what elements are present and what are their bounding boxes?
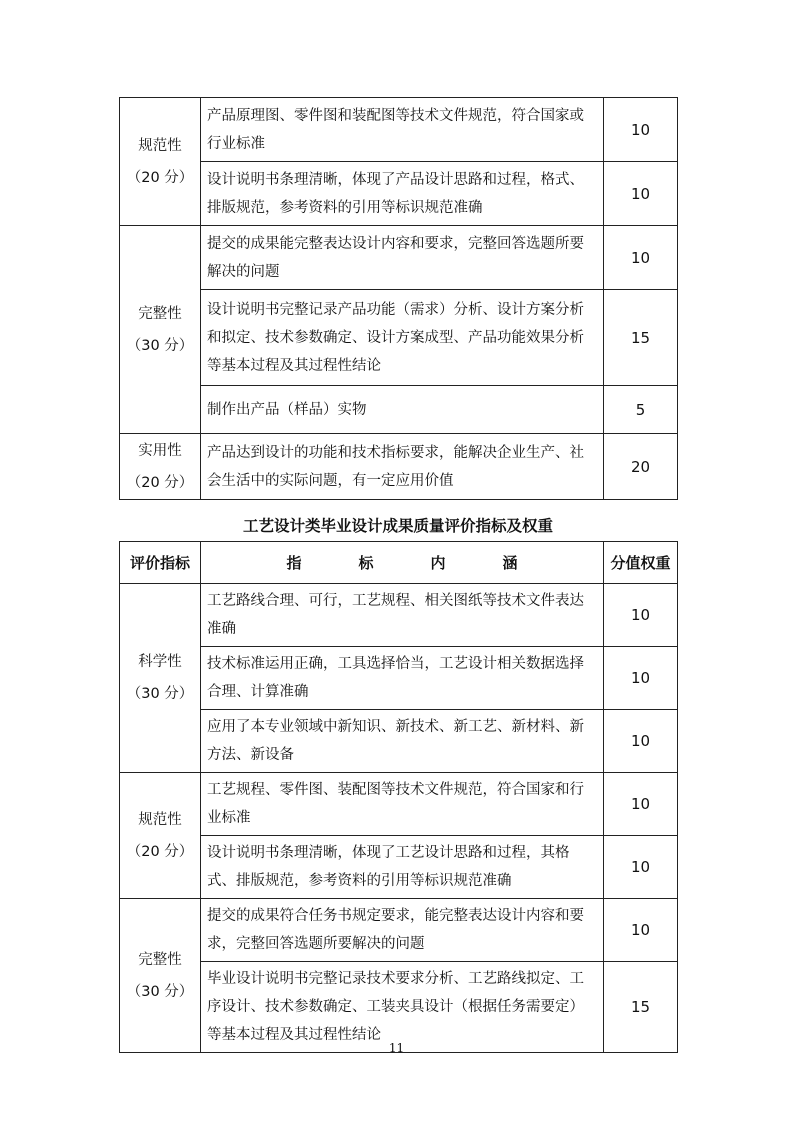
score-value: 5: [604, 386, 678, 434]
header-score-weight: 分值权重: [604, 542, 678, 584]
indicator-content: 提交的成果符合任务书规定要求，能完整表达设计内容和要求，完整回答选题所要解决的问题: [201, 899, 604, 962]
header-char: 涵: [502, 554, 518, 572]
evaluation-table-continued: [119, 97, 678, 500]
criterion-weight: （20 分）: [126, 474, 194, 491]
table-row: [120, 434, 678, 500]
indicator-content: 制作出产品（样品）实物: [201, 386, 604, 434]
table-row: [120, 290, 678, 386]
criterion-weight: （30 分）: [126, 686, 194, 702]
section-title: 工艺设计类毕业设计成果质量评价指标及权重: [242, 517, 553, 535]
indicator-content: 设计说明书完整记录产品功能（需求）分析、设计方案分析和拟定、技术参数确定、设计方案成型、产品功能效果分析等基本过程及其过程性结论: [201, 290, 604, 386]
indicator-content: 设计说明书条理清晰，体现了工艺设计思路和过程，其格式、排版规范，参考资料的引用等标识规范准确: [201, 836, 604, 899]
table-row: [120, 162, 678, 226]
criterion-weight: （30 分）: [126, 983, 194, 1000]
header-criterion: 评价指标: [120, 542, 201, 584]
criterion-weight: （20 分）: [126, 169, 194, 186]
criterion-cell: [120, 226, 201, 434]
table-row: [120, 836, 678, 899]
table-row: [120, 710, 678, 773]
criterion-weight: （20 分）: [126, 843, 194, 860]
criterion-name: 完整性: [138, 951, 182, 968]
indicator-content: 技术标准运用正确，工具选择恰当，工艺设计相关数据选择合理、计算准确: [201, 647, 604, 710]
process-design-evaluation-table: [119, 541, 678, 1053]
criterion-name: 完整性: [138, 305, 182, 322]
indicator-content: 产品原理图、零件图和装配图等技术文件规范，符合国家或行业标准: [201, 98, 604, 162]
table-header-row: [120, 542, 678, 584]
criterion-name: 实用性: [138, 442, 182, 459]
score-value: 15: [604, 290, 678, 386]
indicator-content: 工艺路线合理、可行，工艺规程、相关图纸等技术文件表达准确: [201, 584, 604, 647]
indicator-content: 工艺规程、零件图、装配图等技术文件规范，符合国家和行业标准: [201, 773, 604, 836]
table-row: [120, 962, 678, 1053]
page-number: 11: [388, 1041, 405, 1055]
score-value: 10: [604, 773, 678, 836]
score-value: 10: [604, 162, 678, 226]
criterion-cell: [120, 98, 201, 226]
score-value: 10: [604, 647, 678, 710]
criterion-cell: [120, 434, 201, 500]
table-row: [120, 773, 678, 836]
table-row: [120, 899, 678, 962]
header-char: 内: [430, 554, 446, 572]
indicator-content: 设计说明书条理清晰，体现了产品设计思路和过程，格式、排版规范，参考资料的引用等标识规范准确: [201, 162, 604, 226]
table-row: [120, 98, 678, 162]
criterion-name: 科学性: [138, 654, 182, 670]
score-value: 10: [604, 98, 678, 162]
header-indicator-content: [201, 542, 604, 584]
score-value: 10: [604, 226, 678, 290]
criterion-weight: （30 分）: [126, 337, 194, 354]
header-char: 标: [358, 554, 374, 572]
indicator-content: 提交的成果能完整表达设计内容和要求，完整回答选题所要解决的问题: [201, 226, 604, 290]
score-value: 15: [604, 962, 678, 1053]
table-row: [120, 647, 678, 710]
criterion-cell: [120, 899, 201, 1053]
header-char: 指: [286, 554, 302, 572]
criterion-cell: [120, 773, 201, 899]
table-row: [120, 386, 678, 434]
indicator-content: 毕业设计说明书完整记录技术要求分析、工艺路线拟定、工序设计、技术参数确定、工装夹具设计（根据任务需要定）等基本过程及其过程性结论: [201, 962, 604, 1053]
indicator-content: 应用了本专业领域中新知识、新技术、新工艺、新材料、新方法、新设备: [201, 710, 604, 773]
score-value: 20: [604, 434, 678, 500]
score-value: 10: [604, 836, 678, 899]
table-row: [120, 226, 678, 290]
criterion-name: 规范性: [138, 811, 182, 828]
indicator-content: 产品达到设计的功能和技术指标要求，能解决企业生产、社会生活中的实际问题，有一定应用价值: [201, 434, 604, 500]
table-row: [120, 584, 678, 647]
score-value: 10: [604, 584, 678, 647]
criterion-name: 规范性: [138, 137, 182, 154]
score-value: 10: [604, 899, 678, 962]
score-value: 10: [604, 710, 678, 773]
criterion-cell: [120, 584, 201, 773]
